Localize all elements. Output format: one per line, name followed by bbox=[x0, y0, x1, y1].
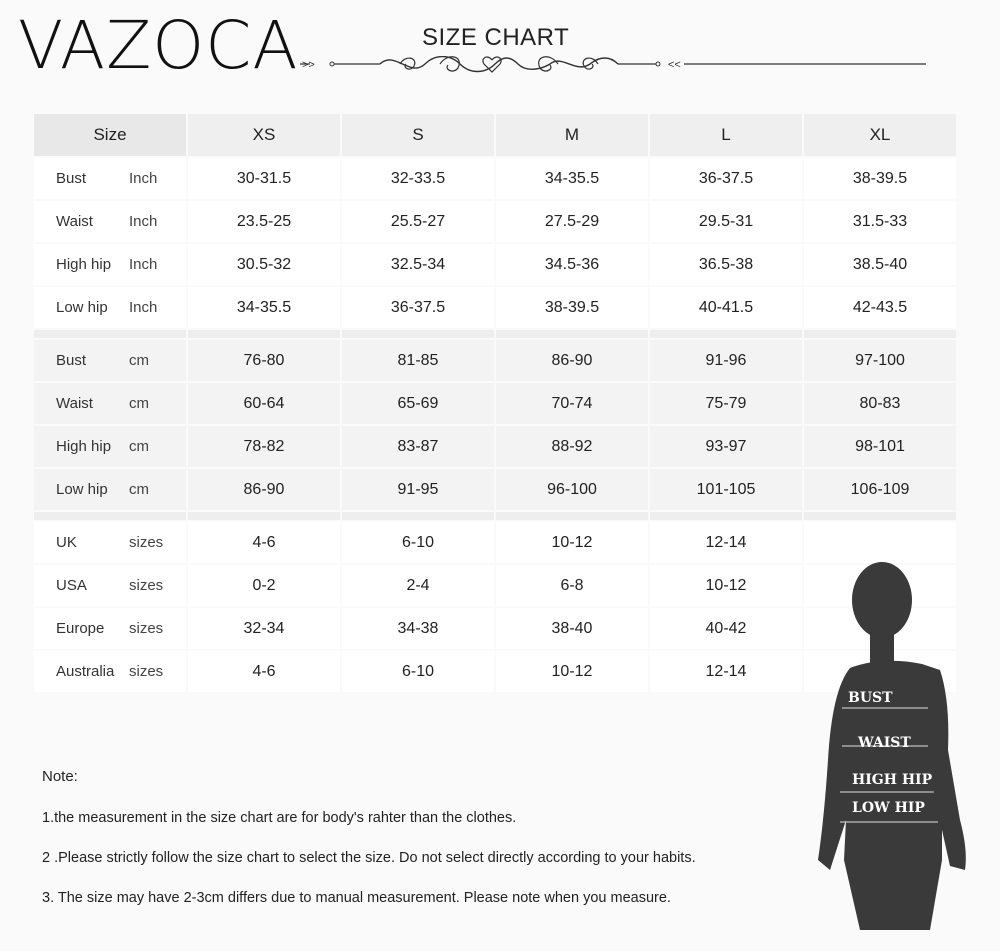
row-label-cell bbox=[34, 201, 186, 242]
table-cell: 106-109 bbox=[804, 469, 956, 510]
group-separator bbox=[34, 330, 956, 338]
table-cell: 98-101 bbox=[804, 426, 956, 467]
separator-cell bbox=[342, 512, 494, 520]
table-cell: 88-92 bbox=[496, 426, 648, 467]
table-cell: 75-79 bbox=[650, 383, 802, 424]
table-cell: 4-6 bbox=[188, 522, 340, 563]
table-row bbox=[34, 383, 956, 424]
table-cell: 91-96 bbox=[650, 340, 802, 381]
table-cell: 12-14 bbox=[650, 651, 802, 692]
row-label-cell bbox=[34, 522, 186, 563]
table-cell: 10-12 bbox=[496, 522, 648, 563]
table-row bbox=[34, 158, 956, 199]
table-cell: 91-95 bbox=[342, 469, 494, 510]
group-separator bbox=[34, 512, 956, 520]
body-silhouette-figure bbox=[810, 560, 980, 940]
row-label: USA bbox=[56, 577, 87, 594]
table-row bbox=[34, 287, 956, 328]
arrow-right-text: << bbox=[668, 59, 681, 71]
row-unit: sizes bbox=[129, 534, 164, 551]
table-cell: 86-90 bbox=[188, 469, 340, 510]
row-unit: sizes bbox=[129, 577, 164, 594]
table-cell: 12-14 bbox=[650, 522, 802, 563]
table-cell: 83-87 bbox=[342, 426, 494, 467]
row-unit: cm bbox=[129, 438, 149, 455]
separator-cell bbox=[650, 512, 802, 520]
header-cell: M bbox=[496, 114, 648, 156]
brand-logo: VAZOCA bbox=[18, 7, 299, 84]
table-cell: 31.5-33 bbox=[804, 201, 956, 242]
header-cell: Size bbox=[34, 114, 186, 156]
row-label: Europe bbox=[56, 620, 105, 637]
table-cell: 0-2 bbox=[188, 565, 340, 606]
row-label-cell bbox=[34, 287, 186, 328]
table-cell: 25.5-27 bbox=[342, 201, 494, 242]
row-label-cell bbox=[34, 651, 186, 692]
table-cell: 32-34 bbox=[188, 608, 340, 649]
row-label: Low hip bbox=[56, 299, 108, 316]
table-cell: 40-41.5 bbox=[650, 287, 802, 328]
table-row bbox=[34, 201, 956, 242]
row-label: High hip bbox=[56, 438, 112, 455]
table-cell: 10-12 bbox=[650, 565, 802, 606]
table-cell: 78-82 bbox=[188, 426, 340, 467]
notes-heading: Note: bbox=[42, 768, 78, 785]
separator-cell bbox=[496, 512, 648, 520]
header-cell: XS bbox=[188, 114, 340, 156]
table-cell: 30.5-32 bbox=[188, 244, 340, 285]
table-cell: 42-43.5 bbox=[804, 287, 956, 328]
table-cell: 36-37.5 bbox=[342, 287, 494, 328]
row-label: Australia bbox=[56, 663, 115, 680]
table-cell: 34-38 bbox=[342, 608, 494, 649]
table-cell: 32-33.5 bbox=[342, 158, 494, 199]
table-cell: 38.5-40 bbox=[804, 244, 956, 285]
separator-cell bbox=[496, 330, 648, 338]
ornament-divider bbox=[300, 56, 940, 96]
row-label: Waist bbox=[56, 213, 93, 230]
table-cell: 6-10 bbox=[342, 651, 494, 692]
row-label: High hip bbox=[56, 256, 112, 273]
figure-label-waist: WAIST bbox=[858, 735, 911, 751]
table-row bbox=[34, 522, 956, 563]
row-unit: Inch bbox=[129, 170, 158, 187]
row-unit: Inch bbox=[129, 213, 158, 230]
table-cell: 27.5-29 bbox=[496, 201, 648, 242]
row-label-cell bbox=[34, 244, 186, 285]
table-row bbox=[34, 469, 956, 510]
row-label-cell bbox=[34, 426, 186, 467]
row-label-cell bbox=[34, 469, 186, 510]
table-cell: 36.5-38 bbox=[650, 244, 802, 285]
table-row bbox=[34, 244, 956, 285]
note-item: 3. The size may have 2-3cm differs due to manual measurement. Please note when you measure. bbox=[42, 890, 671, 906]
header-cell: L bbox=[650, 114, 802, 156]
note-item: 1.the measurement in the size chart are for body's rahter than the clothes. bbox=[42, 810, 517, 826]
table-row bbox=[34, 340, 956, 381]
table-cell: 30-31.5 bbox=[188, 158, 340, 199]
figure-label-low-hip: LOW HIP bbox=[852, 800, 925, 816]
table-cell: 70-74 bbox=[496, 383, 648, 424]
table-cell: 34-35.5 bbox=[496, 158, 648, 199]
table-cell: 6-10 bbox=[342, 522, 494, 563]
table-cell: 29.5-31 bbox=[650, 201, 802, 242]
table-cell: 38-39.5 bbox=[804, 158, 956, 199]
separator-cell bbox=[34, 330, 186, 338]
row-label: Bust bbox=[56, 170, 87, 187]
row-label-cell bbox=[34, 340, 186, 381]
row-label: Low hip bbox=[56, 481, 108, 498]
size-chart-title: SIZE CHART bbox=[422, 24, 570, 51]
table-row bbox=[34, 426, 956, 467]
separator-cell bbox=[804, 330, 956, 338]
table-cell: 2-4 bbox=[342, 565, 494, 606]
separator-cell bbox=[34, 512, 186, 520]
table-cell: 60-64 bbox=[188, 383, 340, 424]
table-cell: 10-12 bbox=[496, 651, 648, 692]
row-unit: cm bbox=[129, 395, 149, 412]
separator-cell bbox=[188, 512, 340, 520]
separator-cell bbox=[342, 330, 494, 338]
table-cell: 81-85 bbox=[342, 340, 494, 381]
row-unit: Inch bbox=[129, 299, 158, 316]
table-cell: 97-100 bbox=[804, 340, 956, 381]
row-label-cell bbox=[34, 158, 186, 199]
table-cell: 38-39.5 bbox=[496, 287, 648, 328]
table-cell: 23.5-25 bbox=[188, 201, 340, 242]
table-cell: 40-42 bbox=[650, 608, 802, 649]
row-label: Waist bbox=[56, 395, 93, 412]
table-cell: 86-90 bbox=[496, 340, 648, 381]
table-cell: 96-100 bbox=[496, 469, 648, 510]
figure-label-bust: BUST bbox=[848, 690, 893, 706]
table-cell: 38-40 bbox=[496, 608, 648, 649]
table-cell: 80-83 bbox=[804, 383, 956, 424]
arrow-left-text: >> bbox=[302, 59, 315, 71]
table-cell: 34.5-36 bbox=[496, 244, 648, 285]
header-cell: XL bbox=[804, 114, 956, 156]
row-label-cell bbox=[34, 608, 186, 649]
header-cell: S bbox=[342, 114, 494, 156]
note-item: 2 .Please strictly follow the size chart to select the size. Do not select directly according to your habits. bbox=[42, 850, 696, 866]
header-row bbox=[34, 114, 956, 156]
table-cell: 36-37.5 bbox=[650, 158, 802, 199]
separator-cell bbox=[804, 512, 956, 520]
table-cell: 32.5-34 bbox=[342, 244, 494, 285]
separator-cell bbox=[188, 330, 340, 338]
table-cell: 76-80 bbox=[188, 340, 340, 381]
size-chart-title-block bbox=[300, 22, 940, 92]
row-label: Bust bbox=[56, 352, 87, 369]
row-unit: sizes bbox=[129, 663, 164, 680]
table-cell bbox=[804, 522, 956, 563]
separator-cell bbox=[650, 330, 802, 338]
figure-label-high-hip: HIGH HIP bbox=[852, 772, 933, 788]
row-unit: cm bbox=[129, 481, 149, 498]
table-cell: 101-105 bbox=[650, 469, 802, 510]
row-label: UK bbox=[56, 534, 77, 551]
row-unit: sizes bbox=[129, 620, 164, 637]
table-cell: 34-35.5 bbox=[188, 287, 340, 328]
row-unit: cm bbox=[129, 352, 149, 369]
table-cell: 4-6 bbox=[188, 651, 340, 692]
row-label-cell bbox=[34, 383, 186, 424]
table-cell: 65-69 bbox=[342, 383, 494, 424]
row-unit: Inch bbox=[129, 256, 158, 273]
table-cell: 6-8 bbox=[496, 565, 648, 606]
table-cell: 93-97 bbox=[650, 426, 802, 467]
row-label-cell bbox=[34, 565, 186, 606]
